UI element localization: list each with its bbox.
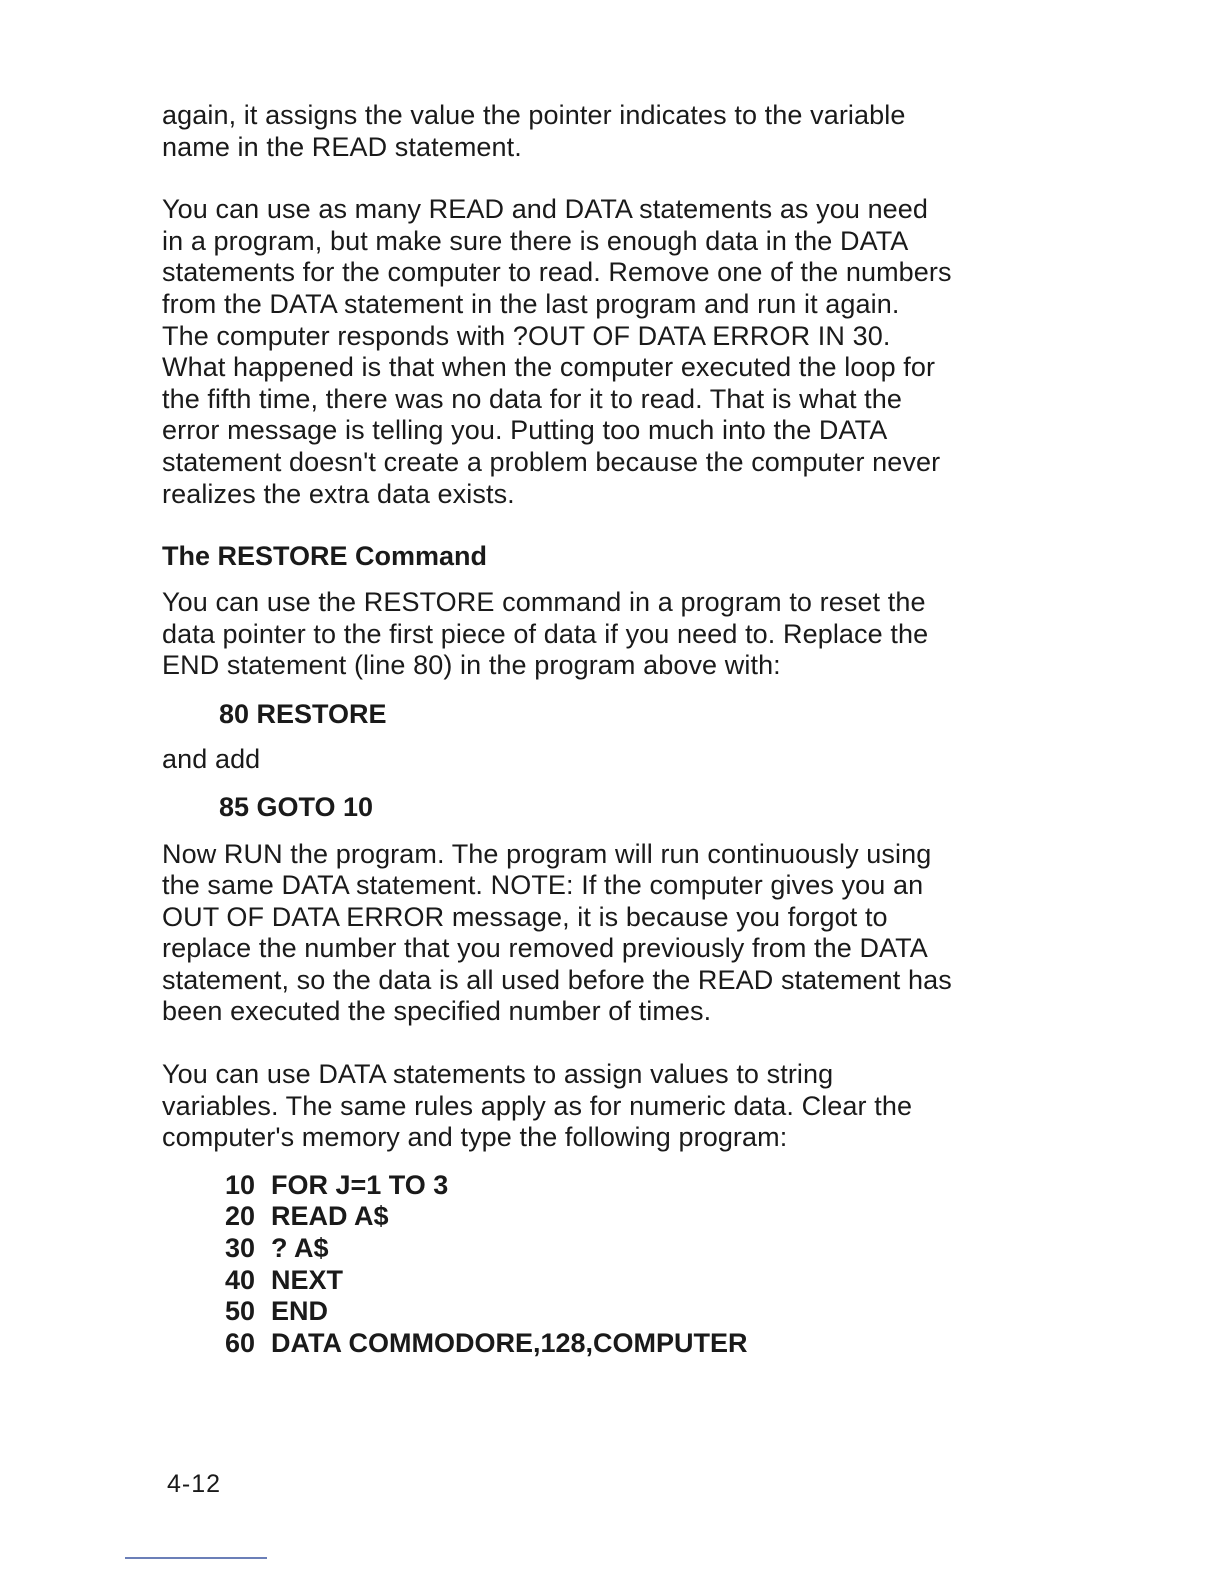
text-line: statement, so the data is all used before the READ statement has xyxy=(162,964,952,995)
text-line: and add xyxy=(162,743,261,774)
line-code: ? A$ xyxy=(271,1233,329,1264)
line-code: DATA COMMODORE,128,COMPUTER xyxy=(271,1327,748,1358)
line-number: 50 xyxy=(225,1296,256,1327)
page-number: 4-12 xyxy=(167,1470,222,1498)
text-line: What happened is that when the computer executed the loop for xyxy=(162,352,936,383)
text-line: in a program, but make sure there is enough data in the DATA xyxy=(162,225,909,256)
text-line: error message is telling you. Putting too much into the DATA xyxy=(162,415,888,446)
text-line: the fifth time, there was no data for it to read. That is what the xyxy=(162,383,902,414)
text-line: You can use the RESTORE command in a program to reset the xyxy=(162,587,926,618)
text-line: been executed the specified number of times. xyxy=(162,996,712,1027)
text-line: You can use DATA statements to assign values to string xyxy=(162,1059,834,1090)
program-line xyxy=(225,1328,1002,1360)
paragraph-restore xyxy=(162,587,1002,682)
text-line: variables. The same rules apply as for numeric data. Clear the xyxy=(162,1090,913,1121)
text-line: The computer responds with ?OUT OF DATA ERROR IN 30. xyxy=(162,320,891,351)
line-code: END xyxy=(271,1296,329,1327)
line-number: 60 xyxy=(225,1327,256,1358)
text-line: again, it assigns the value the pointer indicates to the variable xyxy=(162,100,906,130)
text-line: You can use as many READ and DATA statements as you need xyxy=(162,194,929,225)
paragraph-run xyxy=(162,839,1002,1029)
code-goto: 85 GOTO 10 xyxy=(219,791,374,822)
text-line: realizes the extra data exists. xyxy=(162,478,515,509)
text-line: END statement (line 80) in the program above with: xyxy=(162,650,781,681)
line-code: READ A$ xyxy=(271,1201,389,1232)
program-line xyxy=(225,1201,1002,1233)
program-line xyxy=(225,1170,1002,1202)
text-line: from the DATA statement in the last program and run it again. xyxy=(162,288,900,319)
paragraph-intro xyxy=(162,100,1002,163)
page-content xyxy=(162,100,1002,1359)
code-restore: 80 RESTORE xyxy=(219,698,387,729)
text-line: replace the number that you removed previously from the DATA xyxy=(162,933,928,964)
paragraph-read-data xyxy=(162,194,1002,510)
line-number: 30 xyxy=(225,1233,256,1264)
text-line: statement doesn't create a problem because the computer never xyxy=(162,446,941,477)
text-line: name in the READ statement. xyxy=(162,131,522,162)
line-number: 20 xyxy=(225,1201,256,1232)
program-listing xyxy=(162,1170,1002,1360)
footer-rule xyxy=(125,1557,267,1559)
program-line xyxy=(225,1296,1002,1328)
paragraph-string-data xyxy=(162,1059,1002,1154)
text-line: the same DATA statement. NOTE: If the computer gives you an xyxy=(162,870,924,901)
program-line xyxy=(225,1265,1002,1297)
text-line: statements for the computer to read. Remove one of the numbers xyxy=(162,257,952,288)
text-line: Now RUN the program. The program will run continuously using xyxy=(162,838,932,869)
text-line: computer's memory and type the following program: xyxy=(162,1122,788,1153)
line-number: 10 xyxy=(225,1169,256,1200)
program-line xyxy=(225,1233,1002,1265)
line-number: 40 xyxy=(225,1264,256,1295)
line-code: FOR J=1 TO 3 xyxy=(271,1169,449,1200)
text-line: OUT OF DATA ERROR message, it is because you forgot to xyxy=(162,901,888,932)
paragraph-and-add xyxy=(162,744,1002,776)
section-heading: The RESTORE Command xyxy=(162,541,488,572)
line-code: NEXT xyxy=(271,1264,344,1295)
text-line: data pointer to the first piece of data if you need to. Replace the xyxy=(162,618,929,649)
